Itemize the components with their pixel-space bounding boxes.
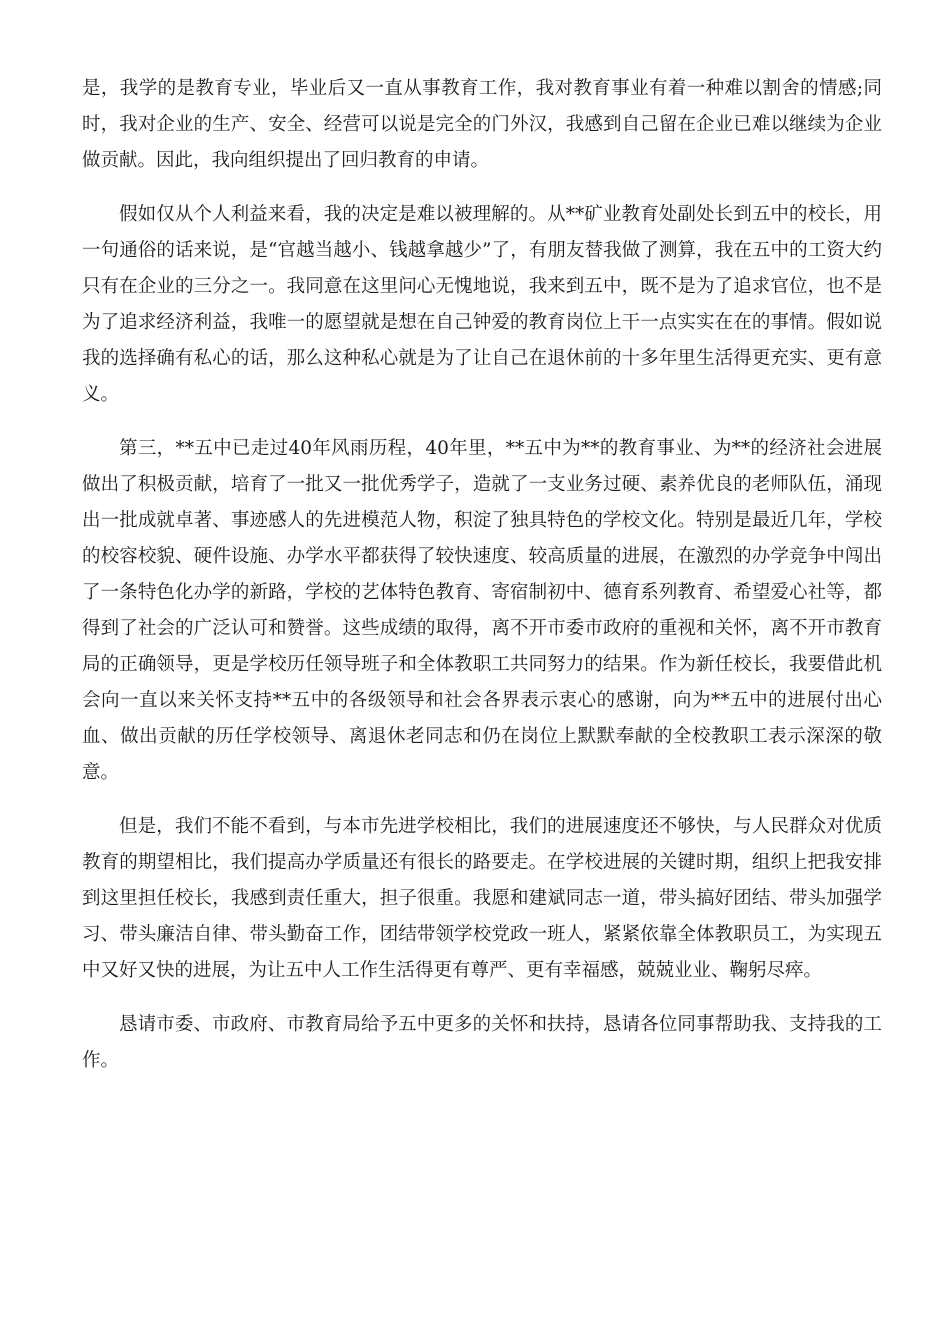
paragraph-3: 第三，**五中已走过40年风雨历程，40年里，**五中为**的教育事业、为**的经济社会进展做出了积极贡献，培育了一批又一批优秀学子，造就了一支业务过硬、素养优良的老师队伍，涌现出一批成就卓著、事迹感人的先进模范人物，积淀了独具特色的学校文化。特别是最近几年，学校的校容校貌、硬件设施、办学水平都获得了较快速度、较高质量的进展，在激烈的办学竞争中闯出了一条特色化办学的新路，学校的艺体特色教育、寄宿制初中、德育系列教育、希望爱心社等，都得到了社会的广泛认可和赞誉。这些成绩的取得，离不开市委市政府的重视和关怀，离不开市教育局的正确领导，更是学校历任领导班子和全体教职工共同努力的结果。作为新任校长，我要借此机会向一直以来关怀支持**五中的各级领导和社会各界表示衷心的感谢，向为**五中的进展付出心血、做出贡献的历任学校领导、离退休老同志和仍在岗位上默默奉献的全校教职工表示深深的敬意。 <box>82 438 882 783</box>
document-body <box>82 71 882 1097</box>
paragraph-4: 但是，我们不能不看到，与本市先进学校相比，我们的进展速度还不够快，与人民群众对优质教育的期望相比，我们提高办学质量还有很长的路要走。在学校进展的关键时期，组织上把我安排到这里担任校长，我感到责任重大，担子很重。我愿和建斌同志一道，带头搞好团结、带头加强学习、带头廉洁自律、带头勤奋工作，团结带领学校党政一班人，紧紧依靠全体教职员工，为实现五中又好又快的进展，为让五中人工作生活得更有尊严、更有幸福感，兢兢业业、鞠躬尽瘁。 <box>82 816 882 981</box>
paragraph-2: 假如仅从个人利益来看，我的决定是难以被理解的。从**矿业教育处副处长到五中的校长，用一句通俗的话来说，是“官越当越小、钱越拿越少”了，有朋友替我做了测算，我在五中的工资大约只有在企业的三分之一。我同意在这里问心无愧地说，我来到五中，既不是为了追求官位，也不是为了追求经济利益，我唯一的愿望就是想在自己钟爱的教育岗位上干一点实实在在的事情。假如说我的选择确有私心的话，那么这种私心就是为了让自己在退休前的十多年里生活得更充实、更有意义。 <box>82 204 882 405</box>
paragraph-1: 是，我学的是教育专业，毕业后又一直从事教育工作，我对教育事业有着一种难以割舍的情感;同时，我对企业的生产、安全、经营可以说是完全的门外汉，我感到自己留在企业已难以继续为企业做贡献。因此，我向组织提出了回归教育的申请。 <box>82 78 882 171</box>
paragraph-5: 恳请市委、市政府、市教育局给予五中更多的关怀和扶持，恳请各位同事帮助我、支持我的工作。 <box>82 1014 882 1071</box>
